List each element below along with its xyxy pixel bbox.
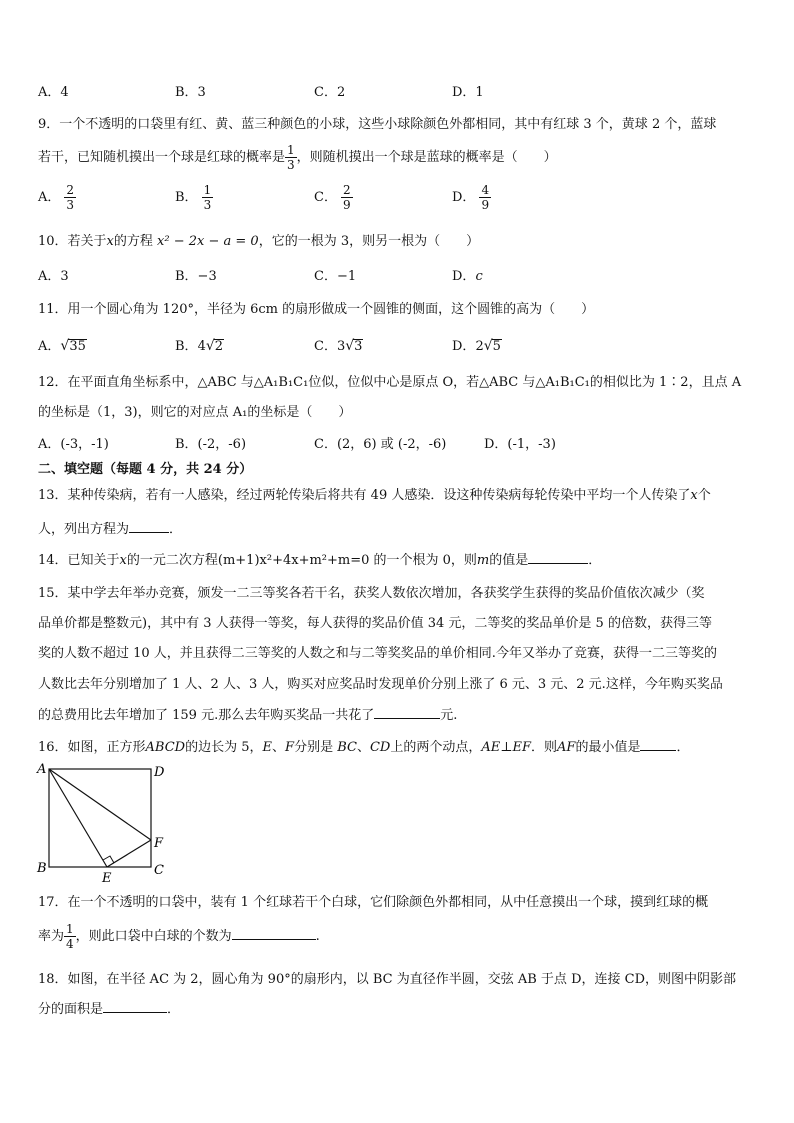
q8-option-c: C．2 — [314, 85, 346, 100]
q15-line1: 15．某中学去年举办竞赛，颁发一二三等奖各若干名，获奖人数依次增加，各获奖学生获得的奖品价值依次减少（奖 — [38, 586, 705, 601]
q11-option-a: A．√35 — [38, 338, 86, 354]
q11-option-d: D．2√5 — [452, 338, 501, 354]
q17-line2: 率为 $\frac{1}{4}$ ，则此口袋中白球的个数为 . — [38, 922, 320, 951]
q12-option-d: D．(-1，-3) — [484, 437, 556, 452]
q10-option-c: C．−1 — [314, 269, 357, 284]
segment-af — [49, 769, 151, 840]
q12-option-a: A．(-3，-1) — [38, 437, 109, 452]
q16-stem: 16．如图，正方形ABCD的边长为 5，E、F分别是 BC、CD上的两个动点，AE⊥EF．则AF的最小值是 ． — [38, 740, 690, 755]
q10-option-a: A．3 — [38, 269, 69, 284]
q9-text-pre: 若干，已知随机摸出一个球是红球的概率是 — [38, 150, 286, 165]
q10-stem: 10．若关于x的方程 x² − 2x − a = 0，它的一根为 3，则另一根为（ ） — [38, 234, 480, 249]
q16-square-figure — [30, 758, 180, 886]
q8-option-a: A．4 — [38, 85, 69, 100]
segment-ae — [49, 769, 107, 867]
q16-answer-blank[interactable] — [640, 738, 676, 751]
q8-options — [38, 84, 758, 116]
q8-option-d: D．1 — [452, 85, 484, 100]
q18-line2: 分的面积是 ． — [38, 1002, 181, 1017]
q9-line1: 9．一个不透明的口袋里有红、黄、蓝三种颜色的小球，这些小球除颜色外都相同，其中有红球 3 个，黄球 2 个，蓝球 — [38, 117, 717, 132]
q8-option-b: B．3 — [175, 85, 206, 100]
q13-line1: 13．某种传染病，若有一人感染，经过两轮传染后将共有 49 人感染．设这种传染病每轮传染中平均一个人传染了x个 — [38, 488, 711, 503]
q11-options — [38, 337, 758, 369]
q9-fraction: $\frac{1}{3}$ — [287, 143, 295, 172]
q15-line2: 品单价都是整数元)，其中有 3 人获得一等奖，每人获得的奖品价值 34 元，二等奖的奖品单价是 5 的倍数，获得三等 — [38, 616, 712, 631]
q11-option-c: C．3√3 — [314, 338, 363, 354]
q10-option-d: D．c — [452, 269, 483, 284]
q9-option-a: A． $\frac{2}{3}$ — [38, 183, 75, 212]
q14-answer-blank[interactable] — [528, 551, 588, 564]
q14-stem: 14．已知关于x的一元二次方程(m+1)x²+4x+m²+m=0 的一个根为 0，则m的值是 ． — [38, 553, 602, 568]
label-d: D — [154, 765, 165, 780]
label-e: E — [102, 871, 112, 886]
square-abcd — [49, 769, 151, 867]
q9-option-b: B． $\frac{1}{3}$ — [175, 183, 212, 212]
label-b: B — [37, 861, 47, 876]
q12-line2: 的坐标是（1，3)，则它的对应点 A₁的坐标是（ ） — [38, 405, 352, 420]
q18-answer-blank[interactable] — [103, 1000, 167, 1013]
q15-line5: 的总费用比去年增加了 159 元.那么去年购买奖品一共花了 元. — [38, 708, 458, 723]
q17-line1: 17．在一个不透明的口袋中，装有 1 个红球若干个白球，它们除颜色外都相同，从中任意摸出一个球，摸到红球的概 — [38, 895, 709, 910]
q9-text-post: ，则随机摸出一个球是蓝球的概率是（ ） — [296, 150, 557, 165]
q15-line3: 奖的人数不超过 10 人，并且获得二三等奖的人数之和与二等奖奖品的单价相同.今年又举办了竞赛，获得一二三等奖的 — [38, 646, 717, 661]
q15-line4: 人数比去年分别增加了 1 人、2 人、3 人，购买对应奖品时发现单价分别上涨了 6 元、3 元、2 元.这样，今年购买奖品 — [38, 677, 723, 692]
q12-option-b: B．(-2，-6) — [175, 437, 247, 452]
q15-answer-blank[interactable] — [374, 706, 440, 719]
q13-line2: 人，列出方程为 ． — [38, 522, 183, 537]
q11-option-b: B．4√2 — [175, 338, 224, 354]
q10-options — [38, 268, 758, 300]
q18-line1: 18．如图，在半径 AC 为 2，圆心角为 90°的扇形内，以 BC 为直径作半圆，交弦 AB 于点 D，连接 CD，则图中阴影部 — [38, 972, 736, 987]
label-f: F — [154, 836, 164, 851]
q9-options — [38, 183, 758, 215]
label-a: A — [37, 762, 47, 777]
q12-option-c: C．(2，6) 或 (-2，-6) — [314, 437, 447, 452]
q10-option-b: B．−3 — [175, 269, 217, 284]
q11-stem: 11．用一个圆心角为 120°，半径为 6cm 的扇形做成一个圆锥的侧面，这个圆锥的高为（ ） — [38, 302, 595, 317]
label-c: C — [154, 863, 164, 878]
q17-answer-blank[interactable] — [232, 927, 316, 940]
q17-fraction: $\frac{1}{4}$ — [66, 922, 74, 951]
q13-answer-blank[interactable] — [129, 520, 169, 533]
q9-option-d: D． $\frac{4}{9}$ — [452, 183, 490, 212]
q10-equation: x² − 2x − a = 0 — [157, 234, 259, 249]
q9-line2 — [38, 141, 557, 175]
q9-option-c: C． $\frac{2}{9}$ — [314, 183, 351, 212]
section-heading: 二、填空题（每题 4 分，共 24 分） — [38, 462, 253, 477]
q12-line1: 12．在平面直角坐标系中，△ABC 与△A₁B₁C₁位似，位似中心是原点 O，若△ABC 与△A₁B₁C₁的相似比为 1∶2，且点 A — [38, 375, 742, 390]
